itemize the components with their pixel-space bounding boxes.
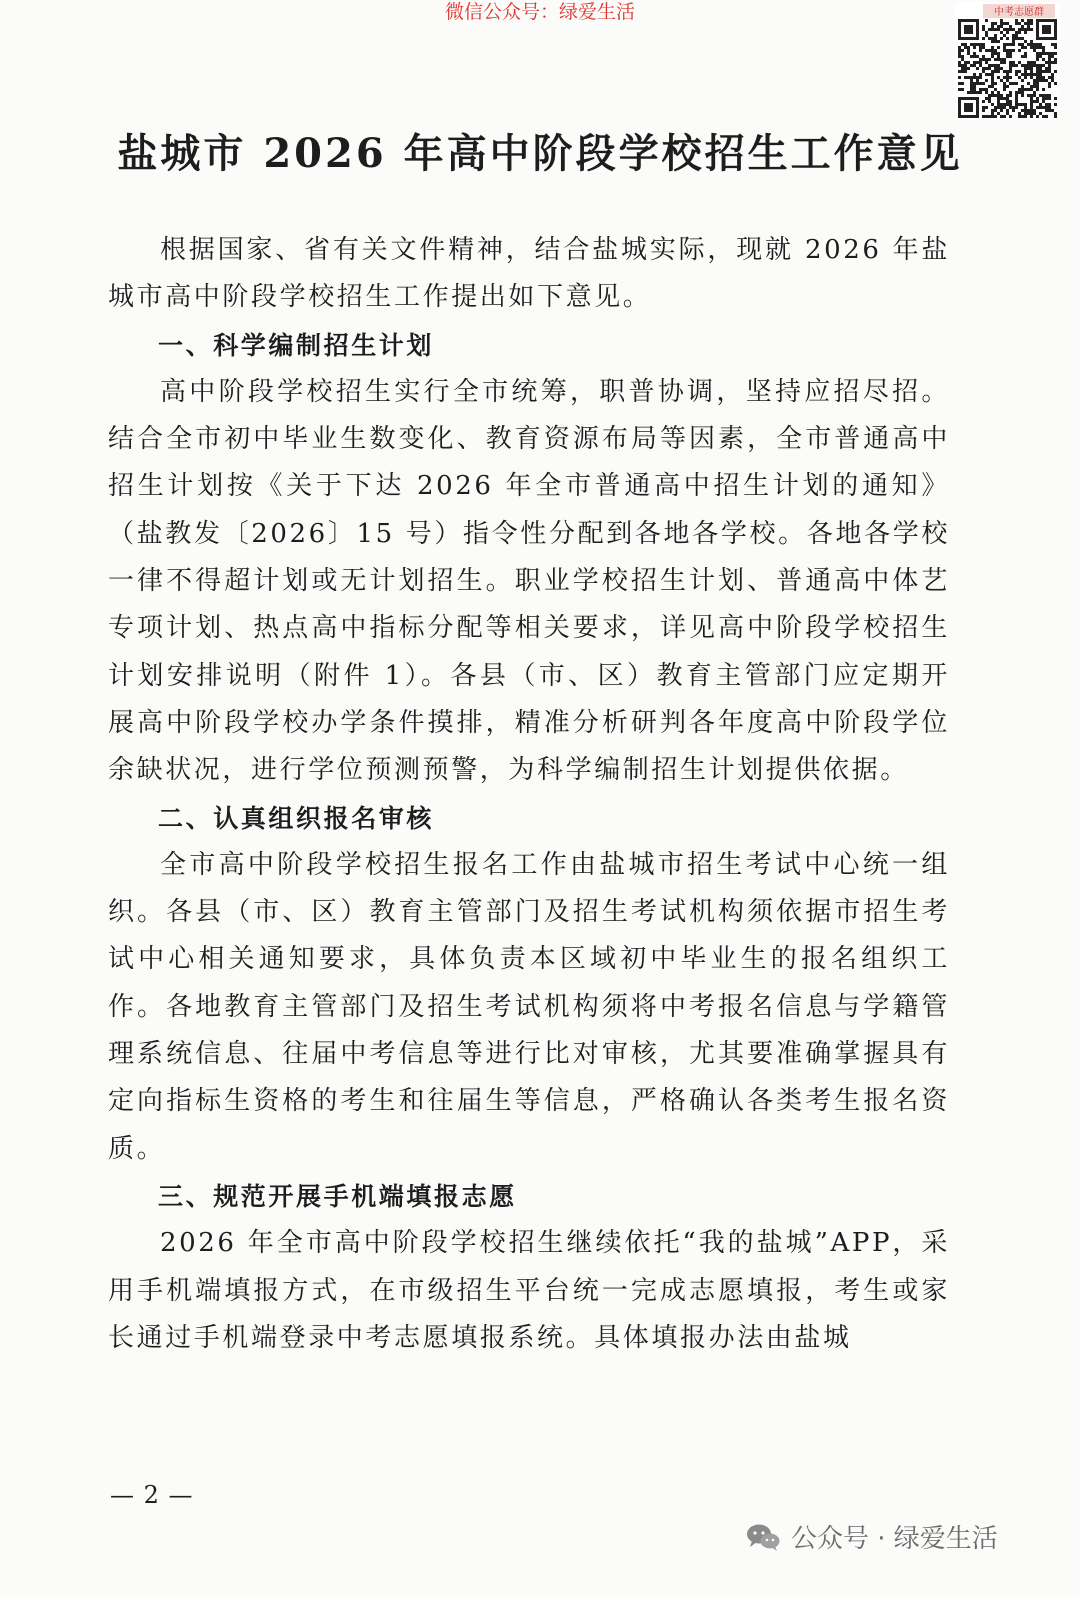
- section-1: [108, 322, 950, 795]
- section-2: [108, 795, 950, 1173]
- section-heading: 一、科学编制招生计划: [158, 330, 435, 360]
- document-title: 盐城市 2026 年高中阶段学校招生工作意见: [117, 130, 963, 177]
- qr-code[interactable]: [955, 2, 1060, 120]
- section-3: [108, 1173, 950, 1362]
- document-body: [108, 227, 950, 1362]
- section-heading: 三、规范开展手机端填报志愿: [158, 1181, 517, 1211]
- intro-paragraph: 根据国家、省有关文件精神，结合盐城实际，现就 2026 年盐城市高中阶段学校招生工作提出如下意见。: [108, 235, 950, 313]
- section-heading: 二、认真组织报名审核: [158, 803, 435, 833]
- wechat-icon: [745, 1522, 781, 1552]
- section-paragraph: 高中阶段学校招生实行全市统筹，职普协调，坚持应招尽招。结合全市初中毕业生数变化、教育资源布局等因素，全市普通高中招生计划按《关于下达 2026 年全市普通高中招生计划的通知》（盐教发〔2026〕15 号）指令性分配到各地各学校。各地各学校一律不得超计划或无计划招生。职业学校招生计划、普通高中体艺专项计划、热点高中指标分配等相关要求，详见高中阶段学校招生计划安排说明（附件 1）。各县（市、区）教育主管部门应定期开展高中阶段学校办学条件摸排，精准分析研判各年度高中阶段学位余缺状况，进行学位预测预警，为科学编制招生计划提供依据。: [108, 376, 950, 786]
- watermark-text: 微信公众号：绿爱生活: [444, 1, 635, 23]
- section-paragraph: 2026 年全市高中阶段学校招生继续依托“我的盐城”APP，采用手机端填报方式，在市级招生平台统一完成志愿填报，考生或家长通过手机端登录中考志愿填报系统。具体填报办法由盐城: [108, 1228, 950, 1353]
- section-paragraph: 全市高中阶段学校招生报名工作由盐城市招生考试中心统一组织。各县（市、区）教育主管部门及招生考试机构须依据市招生考试中心相关通知要求，具体负责本区域初中毕业生的报名组织工作。各地教育主管部门及招生考试机构须将中考报名信息与学籍管理系统信息、往届中考信息等进行比对审核，尤其要准确掌握具有定向指标生资格的考生和往届生等信息，严格确认各类考生报名资质。: [108, 849, 950, 1164]
- qr-label: 中考志愿群: [994, 7, 1044, 18]
- page-number: — 2 —: [110, 1481, 194, 1509]
- footer-account[interactable]: [745, 1518, 998, 1555]
- footer-account-label: 公众号 · 绿爱生活: [791, 1524, 998, 1554]
